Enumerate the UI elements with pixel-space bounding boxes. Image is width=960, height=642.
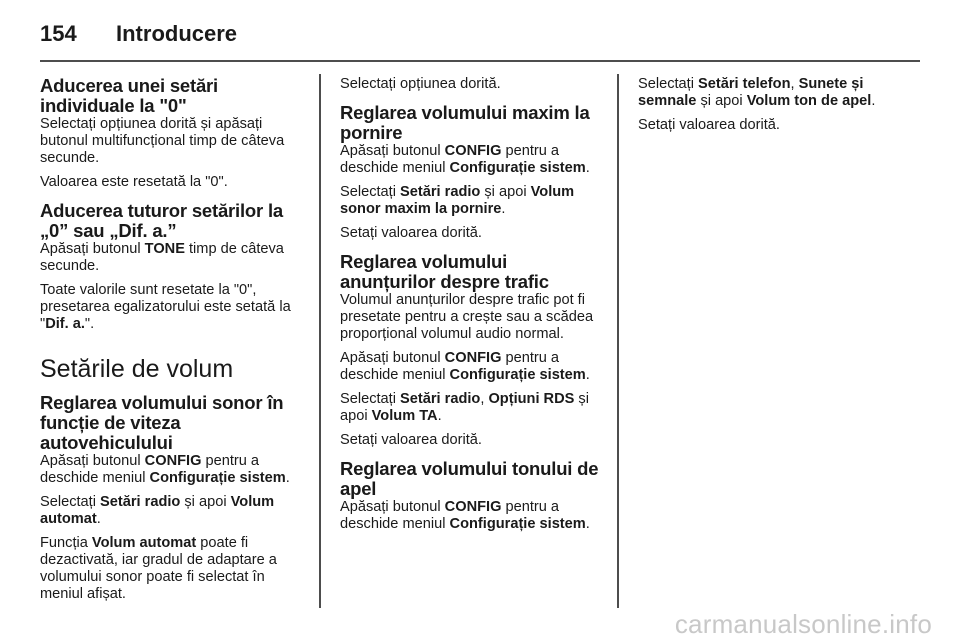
paragraph: Setați valoarea dorită. (340, 432, 482, 448)
paragraph: Apăsați butonul CONFIG pentru a deschide meniul Configurație sistem. (340, 143, 590, 176)
paragraph: Setați valoarea dorită. (638, 117, 780, 133)
heading-reset-individual: Aducerea unei setări individuale la "0" (40, 75, 218, 116)
paragraph: Selectați Setări telefon, Sunete și semnale și apoi Volum ton de apel. (638, 76, 876, 109)
paragraph: Selectați opțiunea dorită. (340, 76, 501, 92)
page-number: 154 (40, 21, 77, 46)
column-divider-1 (319, 74, 321, 608)
paragraph: Apăsați butonul CONFIG pentru a deschide meniul Configurație sistem. (40, 453, 290, 486)
page-header (40, 14, 920, 54)
watermark: carmanualsonline.info (674, 609, 932, 639)
paragraph: Apăsați butonul TONE timp de câteva secunde. (40, 241, 284, 274)
button-name-tone: TONE (144, 241, 185, 257)
paragraph: Selectați Setări radio și apoi Volum automat. (40, 494, 275, 527)
paragraph: Apăsați butonul CONFIG pentru a deschide meniul Configurație sistem. (340, 499, 590, 532)
column-2 (340, 76, 606, 540)
heading-ringtone-volume: Reglarea volumului tonului de apel (340, 458, 599, 499)
column-divider-2 (617, 74, 619, 608)
column-1 (40, 76, 306, 610)
paragraph: Selectați Setări radio și apoi Volum sonor maxim la pornire. (340, 184, 575, 217)
heading-reset-all: Aducerea tuturor setărilor la „0” sau „Dif. a.” (40, 200, 283, 241)
paragraph: Setați valoarea dorită. (340, 225, 482, 241)
paragraph: Volumul anunțurilor despre trafic pot fi presetate pentru a crește sau a scădea proporțional volumul audio normal. (340, 292, 594, 342)
heading-max-startup-volume: Reglarea volumului maxim la pornire (340, 102, 590, 143)
chapter-title: Introducere (116, 21, 238, 46)
paragraph: Valoarea este resetată la "0". (40, 174, 228, 190)
paragraph: Selectați Setări radio, Opțiuni RDS și apoi Volum TA. (340, 391, 589, 424)
paragraph: Toate valorile sunt resetate la "0", presetarea egalizatorului este setată la "Dif. a.". (40, 282, 291, 332)
paragraph: Apăsați butonul CONFIG pentru a deschide meniul Configurație sistem. (340, 350, 590, 383)
heading-traffic-volume: Reglarea volumului anunțurilor despre trafic (340, 251, 549, 292)
column-3 (638, 76, 904, 141)
heading-speed-volume: Reglarea volumului sonor în funcție de viteza autovehiculului (40, 392, 284, 453)
paragraph: Selectați opțiunea dorită și apăsați butonul multifuncțional timp de câteva secunde. (40, 116, 285, 166)
header-rule (40, 60, 920, 62)
section-title: Setările de volum (40, 355, 234, 383)
paragraph: Funcția Volum automat poate fi dezactivată, iar gradul de adaptare a volumului sonor poate fi selectat în meniul afișat. (40, 535, 277, 602)
